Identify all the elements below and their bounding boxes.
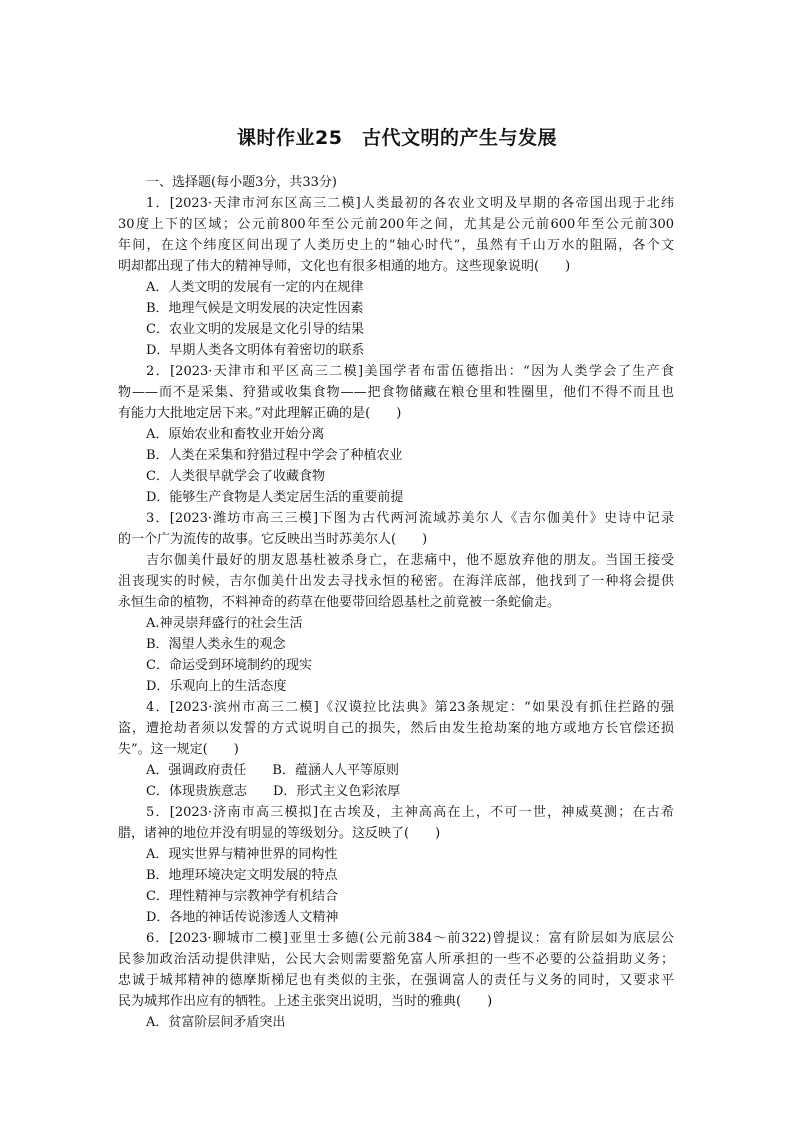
question-text-line: 30度上下的区域；公元前800年至公元前200年之间，尤其是公元前600年至公元前300 — [118, 217, 674, 232]
answer-option: B．地理气候是文明发展的决定性因素 — [146, 301, 364, 316]
answer-option: A．现实世界与精神世界的同构性 — [146, 847, 338, 862]
question-text-line: 6．[2023·聊城市二模]亚里士多德(公元前384～前322)曾提议：富有阶层如为底层公 — [146, 931, 674, 946]
answer-option: A.神灵崇拜盛行的社会生活 — [146, 616, 303, 631]
question-6 — [118, 928, 674, 1033]
question-text-line: 明却都出现了伟大的精神导师，文化也有很多相通的地方。这些现象说明( ) — [118, 259, 571, 274]
question-2 — [118, 361, 674, 508]
answer-option: D．各地的神话传说渗透人文精神 — [146, 910, 339, 925]
question-text-line: 盗，遭抢劫者须以发誓的方式说明自己的损失，然后由发生抢劫案的地方或地方长官偿还损 — [118, 721, 674, 736]
question-text-line: 年间，在这个纬度区间出现了人类历史上的“轴心时代”，虽然有千山万水的阻隔，各个文 — [118, 238, 674, 253]
page-title: 课时作业25 古代文明的产生与发展 — [237, 127, 557, 149]
question-text-line: 的一个广为流传的故事。它反映出当时苏美尔人( ) — [118, 532, 428, 547]
passage-line: 吉尔伽美什最好的朋友恩基杜被杀身亡，在悲痛中，他不愿放弃他的朋友。当国王接受 — [146, 553, 674, 568]
question-text-line: 3．[2023·潍坊市高三三模]下图为古代两河流域苏美尔人《吉尔伽美什》史诗中记录 — [146, 511, 674, 526]
question-1 — [118, 193, 674, 361]
question-text-line: 失”。这一规定( ) — [118, 742, 239, 757]
answer-option: D．能够生产食物是人类定居生活的重要前提 — [146, 490, 404, 505]
answer-option: A．人类文明的发展有一定的内在规律 — [146, 280, 364, 295]
question-5 — [118, 802, 674, 928]
answer-option: B．渴望人类永生的观念 — [146, 637, 286, 652]
question-list — [118, 172, 674, 1033]
question-text-line: 民为城邦作出应有的牺牲。上述主张突出说明，当时的雅典( ) — [118, 994, 493, 1009]
answer-option: A．原始农业和畜牧业开始分离 — [146, 427, 325, 442]
question-text-line: 1．[2023·天津市河东区高三二模]人类最初的各农业文明及早期的各帝国出现于北纬 — [146, 196, 674, 211]
question-text-line: 5．[2023·济南市高三模拟]在古埃及，主神高高在上，不可一世，神威莫测；在古希 — [146, 805, 674, 820]
passage-line: 沮丧现实的时候，吉尔伽美什出发去寻找永恒的秘密。在海洋底部，他找到了一种将会提供 — [118, 574, 674, 589]
question-text-line: 4．[2023·滨州市高三二模]《汉谟拉比法典》第23条规定：“如果没有抓住拦路的强 — [146, 700, 674, 715]
question-text-line: 有能力大批地定居下来。”对此理解正确的是( ) — [118, 406, 402, 421]
answer-option: C．体现贵族意志 D．形式主义色彩浓厚 — [146, 784, 401, 799]
answer-option: B．地理环境决定文明发展的特点 — [146, 868, 338, 883]
question-text-line: 腊，诸神的地位并没有明显的等级划分。这反映了( ) — [118, 826, 441, 841]
section-heading: 一、选择题(每小题3分，共33分) — [146, 175, 337, 190]
answer-option: C．人类很早就学会了收藏食物 — [146, 469, 325, 484]
passage-line: 永恒生命的植物，不料神奇的药草在他要带回给恩基杜之前竟被一条蛇偷走。 — [118, 595, 561, 610]
answer-option: A．强调政府责任 B．蕴涵人人平等原则 — [146, 763, 399, 778]
question-text-line: 物——而不是采集、狩猎或收集食物——把食物储藏在粮仓里和牲圈里，他们不得不而且也 — [118, 385, 674, 400]
answer-option: B．人类在采集和狩猎过程中学会了种植农业 — [146, 448, 403, 463]
question-3 — [118, 508, 674, 697]
question-text-line: 2．[2023·天津市和平区高三二模]美国学者布雷伍德指出：“因为人类学会了生产食 — [146, 364, 674, 379]
question-4 — [118, 697, 674, 802]
answer-option: D．早期人类各文明体有着密切的联系 — [146, 343, 365, 358]
question-text-line: 忠诚于城邦精神的德摩斯梯尼也有类似的主张，在强调富人的责任与义务的同时，又要求平 — [118, 973, 674, 988]
answer-option: A．贫富阶层间矛盾突出 — [146, 1015, 286, 1030]
question-text-line: 民参加政治活动提供津贴，公民大会则需要豁免富人所承担的一些不必要的公益捐助义务； — [118, 952, 674, 967]
answer-option: C．农业文明的发展是文化引导的结果 — [146, 322, 364, 337]
answer-option: D．乐观向上的生活态度 — [146, 679, 287, 694]
answer-option: C．理性精神与宗教神学有机结合 — [146, 889, 338, 904]
answer-option: C．命运受到环境制约的现实 — [146, 658, 312, 673]
